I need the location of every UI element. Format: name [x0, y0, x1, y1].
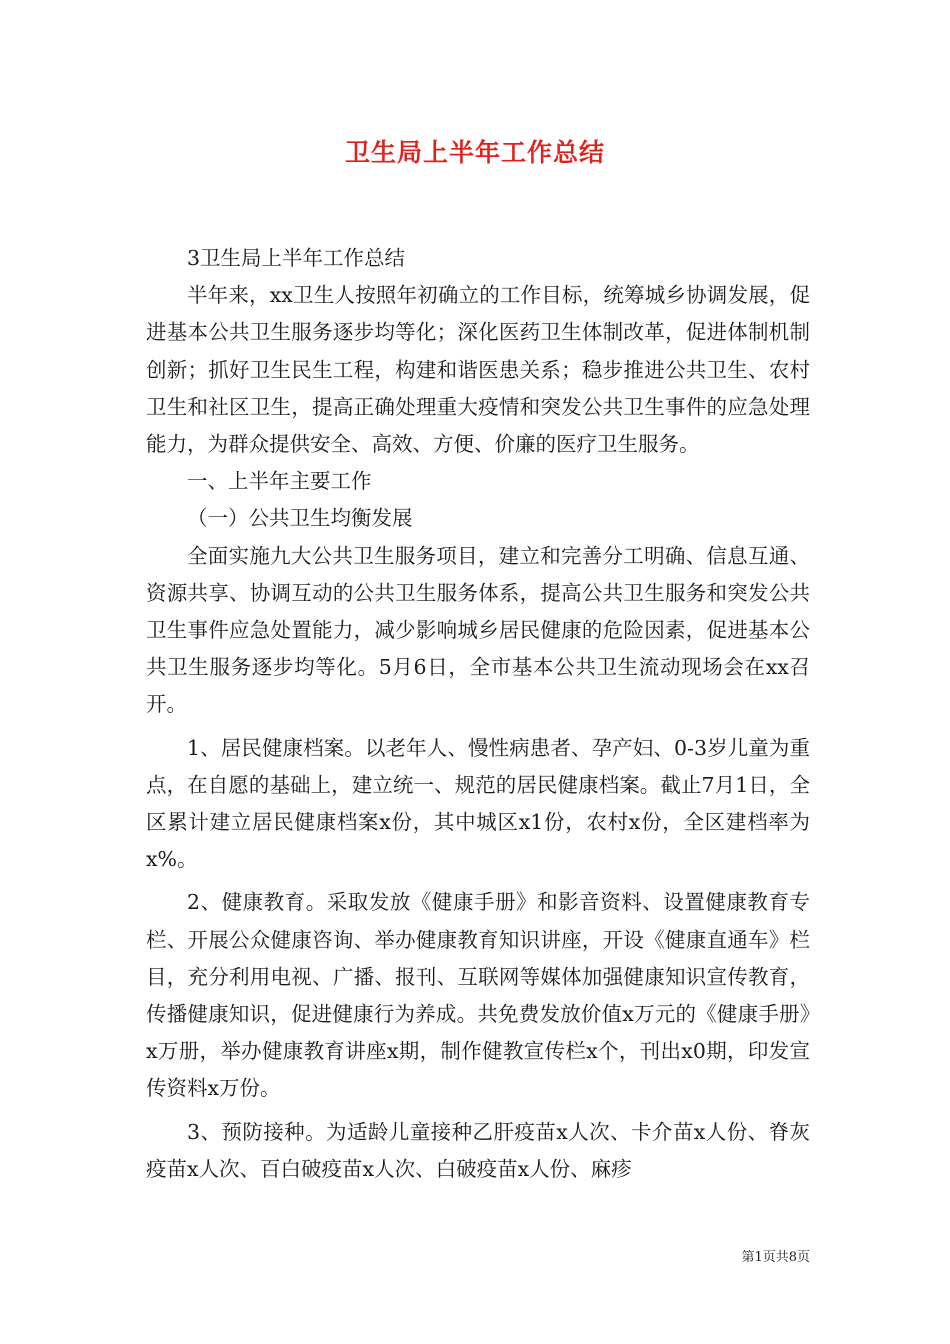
document-title: 卫生局上半年工作总结: [344, 138, 605, 167]
paragraph-health-records: 1、居民健康档案。以老年人、慢性病患者、孕产妇、0-3岁儿童为重点，在自愿的基础上，建立统一、规范的居民健康档案。截止7月1日，全区累计建立居民健康档案x份，其中城区x1份，农村x份，全区建档率为x%。: [146, 735, 810, 872]
section-heading: 一、上半年主要工作: [187, 469, 372, 494]
paragraph-intro: 半年来，xx卫生人按照年初确立的工作目标，统筹城乡协调发展，促进基本公共卫生服务逐步均等化；深化医药卫生体制改革，促进体制机制创新；抓好卫生民生工程，构建和谐医患关系；稳步推进公共卫生、农村卫生和社区卫生，提高正确处理重大疫情和突发公共卫生事件的应急处理能力，为群众提供安全、高效、方便、价廉的医疗卫生服务。: [146, 283, 810, 457]
paragraph-subtitle: 3卫生局上半年工作总结: [187, 246, 406, 270]
paragraph-health-education: 2、健康教育。采取发放《健康手册》和影音资料、设置健康教育专栏、开展公众健康咨询、举办健康教育知识讲座，开设《健康直通车》栏目，充分利用电视、广播、报刊、互联网等媒体加强健康知识宣传教育，传播健康知识，促进健康行为养成。共免费发放价值x万元的《健康手册》x万册，举办健康教育讲座x期，制作健教宣传栏x个，刊出x0期，印发宣传资料x万份。: [146, 890, 810, 1101]
paragraph-public-health: 全面实施九大公共卫生服务项目，建立和完善分工明确、信息互通、资源共享、协调互动的公共卫生服务体系，提高公共卫生服务和突发公共卫生事件应急处置能力，减少影响城乡居民健康的危险因素，促进基本公共卫生服务逐步均等化。5月6日，全市基本公共卫生流动现场会在xx召开。: [146, 543, 810, 717]
document-body: [146, 240, 810, 1188]
page-number: 第1页共8页: [741, 1250, 810, 1265]
paragraph-vaccination: 3、预防接种。为适龄儿童接种乙肝疫苗x人次、卡介苗x人份、脊灰疫苗x人次、百白破疫苗x人次、白破疫苗x人份、麻疹: [146, 1119, 810, 1181]
subsection-heading: （一）公共卫生均衡发展: [187, 506, 413, 531]
